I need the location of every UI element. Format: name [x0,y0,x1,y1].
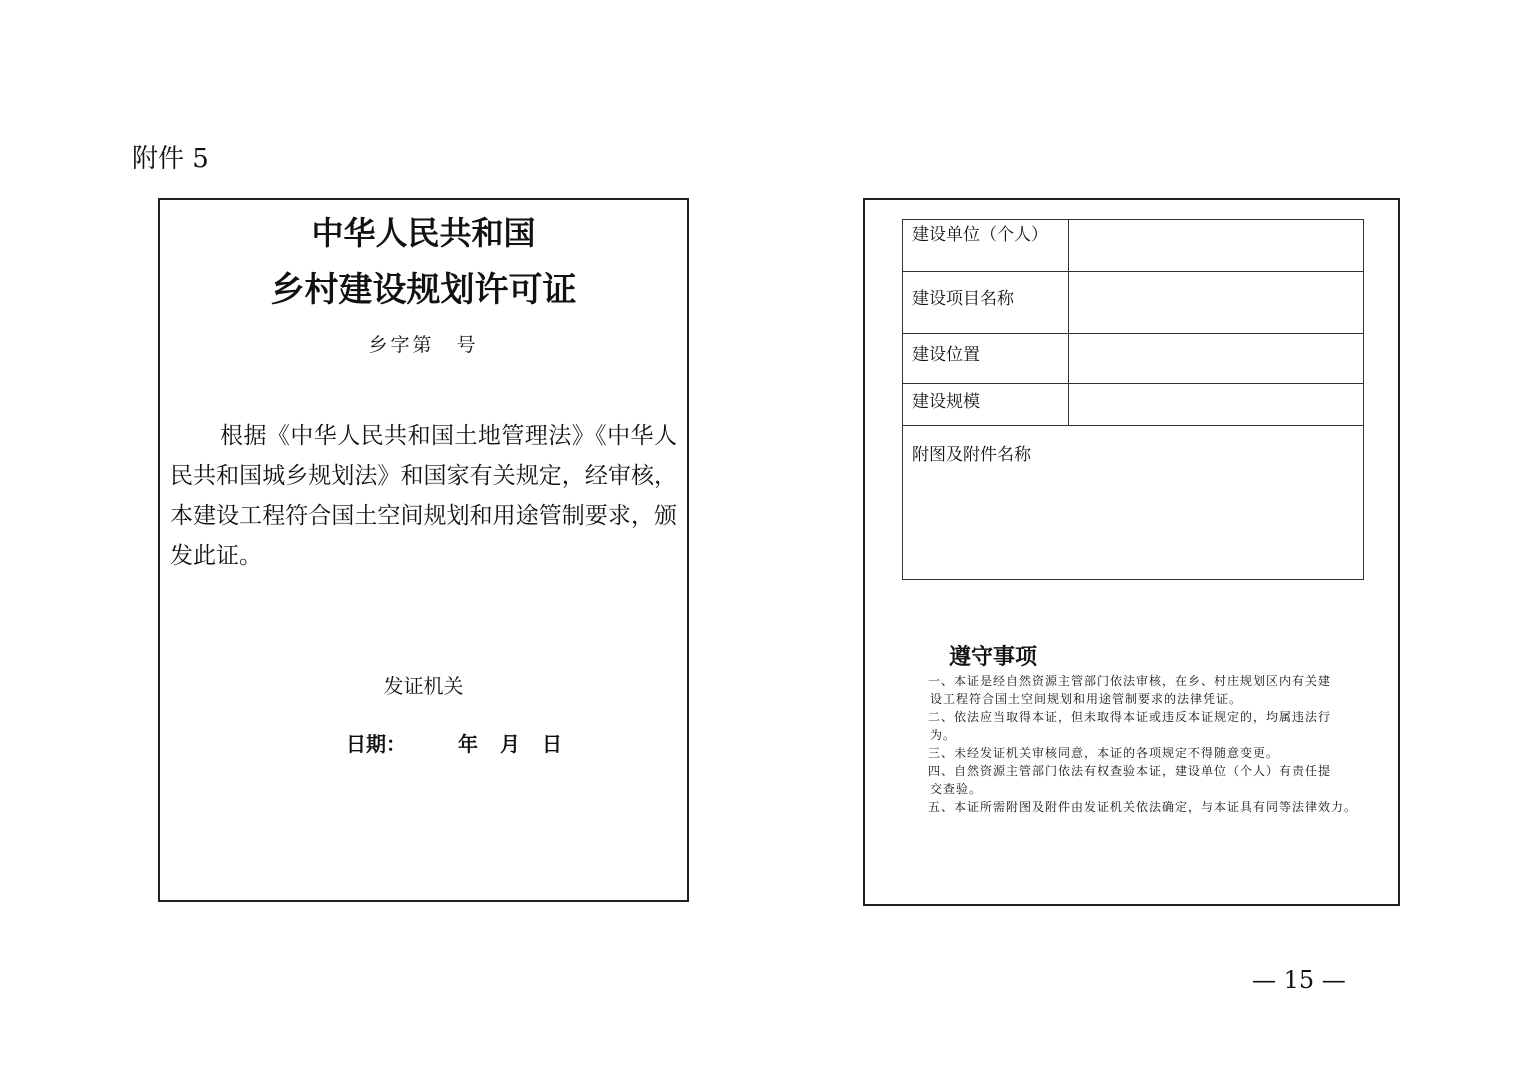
row-value-project-name [1069,272,1364,334]
notice-line: 交查验。 [930,782,983,796]
date-line [346,728,562,757]
certificate-title-line1: 中华人民共和国 [311,214,536,252]
row-label-attachments: 附图及附件名称 [903,426,1364,580]
table-row [903,384,1364,426]
row-label-builder: 建设单位（个人） [903,220,1069,272]
notice-line: 三、未经发证机关审核同意，本证的各项规定不得随意变更。 [902,746,1280,760]
notice-line: 四、自然资源主管部门依法有权查验本证，建设单位（个人）有责任提 [902,764,1332,778]
annex-label [132,138,209,175]
certificate-number-prefix: 乡字第 [368,334,435,356]
page-number: — 15 — [1252,966,1346,994]
certificate-number-suffix: 号 [456,334,479,356]
notices-title: 遵守事项 [949,644,1038,670]
date-label: 日期： [346,732,406,756]
table-row [903,334,1364,384]
notices-list [902,672,1364,816]
notice-line: 五、本证所需附图及附件由发证机关依法确定，与本证具有同等法律效力。 [902,800,1358,814]
info-table [902,219,1364,580]
row-value-location [1069,334,1364,384]
row-value-scale [1069,384,1364,426]
notice-line: 为。 [930,728,957,742]
certificate-title-line2: 乡村建设规划许可证 [270,270,577,310]
date-day: 日 [542,732,562,756]
row-value-builder [1069,220,1364,272]
annex-number: 5 [192,144,209,174]
date-year: 年 [458,732,478,756]
notice-line: 设工程符合国土空间规划和用途管制要求的法律凭证。 [930,692,1243,706]
table-row [903,220,1364,272]
certificate-body: 根据《中华人民共和国土地管理法》《中华人民共和国城乡规划法》和国家有关规定，经审核，本建设工程符合国土空间规划和用途管制要求，颁发此证。 [170,423,677,569]
notice-line: 一、本证是经自然资源主管部门依法审核，在乡、村庄规划区内有关建 [902,674,1332,688]
notice-line: 二、依法应当取得本证，但未取得本证或违反本证规定的，均属违法行 [902,710,1332,724]
certificate-cover [158,198,689,902]
annex-prefix: 附件 [132,144,185,174]
row-label-project-name: 建设项目名称 [903,272,1069,334]
table-row [903,426,1364,580]
date-month: 月 [500,732,520,756]
issuer-label: 发证机关 [383,674,464,698]
certificate-number [160,330,687,357]
row-label-scale: 建设规模 [903,384,1069,426]
row-label-location: 建设位置 [903,334,1069,384]
certificate-inner [863,198,1400,906]
table-row [903,272,1364,334]
